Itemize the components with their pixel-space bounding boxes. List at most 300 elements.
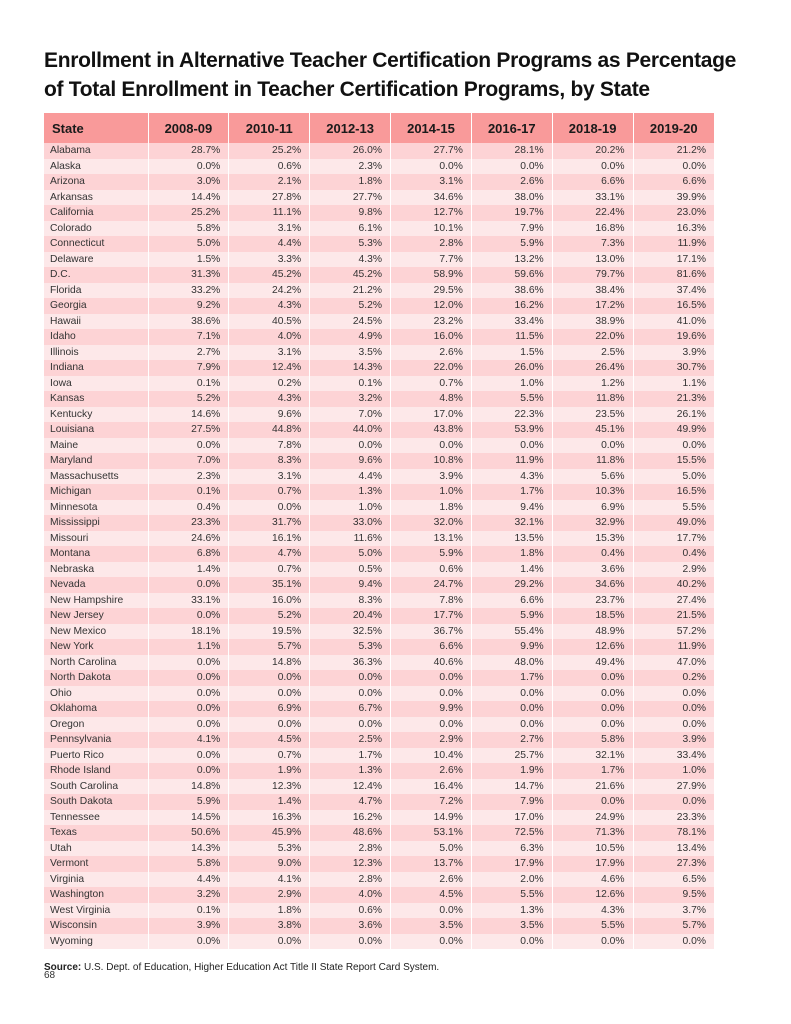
percentage-cell: 22.0% (552, 329, 633, 345)
percentage-cell: 7.7% (391, 252, 472, 268)
state-name-cell: Georgia (44, 298, 148, 314)
percentage-cell: 3.5% (310, 345, 391, 361)
percentage-cell: 2.5% (552, 345, 633, 361)
percentage-cell: 1.4% (148, 562, 229, 578)
percentage-cell: 7.9% (471, 221, 552, 237)
table-row (44, 670, 714, 686)
percentage-cell: 5.7% (229, 639, 310, 655)
percentage-cell: 0.0% (148, 763, 229, 779)
table-row (44, 360, 714, 376)
percentage-cell: 1.8% (229, 903, 310, 919)
state-name-cell: Kansas (44, 391, 148, 407)
table-row (44, 469, 714, 485)
percentage-cell: 9.9% (471, 639, 552, 655)
percentage-cell: 3.8% (229, 918, 310, 934)
percentage-cell: 5.0% (310, 546, 391, 562)
percentage-cell: 4.3% (552, 903, 633, 919)
percentage-cell: 58.9% (391, 267, 472, 283)
percentage-cell: 0.0% (471, 717, 552, 733)
percentage-cell: 10.5% (552, 841, 633, 857)
percentage-cell: 38.6% (148, 314, 229, 330)
percentage-cell: 4.4% (229, 236, 310, 252)
percentage-cell: 6.3% (471, 841, 552, 857)
state-name-cell: Vermont (44, 856, 148, 872)
percentage-cell: 3.2% (310, 391, 391, 407)
percentage-cell: 2.7% (148, 345, 229, 361)
percentage-cell: 3.5% (391, 918, 472, 934)
percentage-cell: 32.9% (552, 515, 633, 531)
percentage-cell: 0.0% (633, 438, 714, 454)
percentage-cell: 0.0% (391, 717, 472, 733)
percentage-cell: 27.7% (310, 190, 391, 206)
percentage-cell: 11.9% (471, 453, 552, 469)
percentage-cell: 5.8% (148, 221, 229, 237)
percentage-cell: 6.5% (633, 872, 714, 888)
percentage-cell: 81.6% (633, 267, 714, 283)
percentage-cell: 1.1% (633, 376, 714, 392)
percentage-cell: 5.3% (310, 236, 391, 252)
percentage-cell: 7.8% (391, 593, 472, 609)
state-name-cell: South Dakota (44, 794, 148, 810)
percentage-cell: 7.9% (471, 794, 552, 810)
percentage-cell: 7.8% (229, 438, 310, 454)
percentage-cell: 3.3% (229, 252, 310, 268)
percentage-cell: 0.0% (310, 670, 391, 686)
percentage-cell: 3.6% (552, 562, 633, 578)
percentage-cell: 19.7% (471, 205, 552, 221)
percentage-cell: 1.3% (310, 484, 391, 500)
percentage-cell: 2.3% (148, 469, 229, 485)
table-row (44, 562, 714, 578)
percentage-cell: 33.1% (148, 593, 229, 609)
page-title: Enrollment in Alternative Teacher Certification Programs as Percentage of Total Enrollment in Teacher Certification Programs, by State (44, 49, 737, 101)
percentage-cell: 16.2% (310, 810, 391, 826)
percentage-cell: 37.4% (633, 283, 714, 299)
percentage-cell: 45.2% (310, 267, 391, 283)
percentage-cell: 12.4% (229, 360, 310, 376)
percentage-cell: 0.0% (148, 934, 229, 950)
percentage-cell: 3.0% (148, 174, 229, 190)
percentage-cell: 9.4% (471, 500, 552, 516)
percentage-cell: 6.9% (552, 500, 633, 516)
percentage-cell: 14.3% (310, 360, 391, 376)
percentage-cell: 40.2% (633, 577, 714, 593)
percentage-cell: 1.7% (471, 670, 552, 686)
percentage-cell: 4.1% (229, 872, 310, 888)
percentage-cell: 4.5% (391, 887, 472, 903)
table-row (44, 903, 714, 919)
percentage-cell: 14.8% (148, 779, 229, 795)
percentage-cell: 57.2% (633, 624, 714, 640)
table-row (44, 453, 714, 469)
percentage-cell: 38.9% (552, 314, 633, 330)
column-header-2012-13: 2012-13 (310, 113, 391, 143)
percentage-cell: 4.3% (229, 298, 310, 314)
percentage-cell: 13.7% (391, 856, 472, 872)
percentage-cell: 0.0% (391, 934, 472, 950)
percentage-cell: 27.8% (229, 190, 310, 206)
state-name-cell: Maine (44, 438, 148, 454)
percentage-cell: 2.6% (391, 872, 472, 888)
state-name-cell: Washington (44, 887, 148, 903)
state-name-cell: Maryland (44, 453, 148, 469)
percentage-cell: 7.0% (310, 407, 391, 423)
percentage-cell: 0.1% (148, 484, 229, 500)
percentage-cell: 36.3% (310, 655, 391, 671)
source-note (44, 962, 439, 973)
percentage-cell: 3.1% (229, 221, 310, 237)
table-row (44, 717, 714, 733)
state-name-cell: Kentucky (44, 407, 148, 423)
percentage-cell: 28.1% (471, 143, 552, 159)
percentage-cell: 18.1% (148, 624, 229, 640)
percentage-cell: 0.1% (310, 376, 391, 392)
percentage-cell: 48.6% (310, 825, 391, 841)
percentage-cell: 24.7% (391, 577, 472, 593)
percentage-cell: 22.4% (552, 205, 633, 221)
percentage-cell: 5.3% (229, 841, 310, 857)
percentage-cell: 40.6% (391, 655, 472, 671)
percentage-cell: 23.3% (633, 810, 714, 826)
percentage-cell: 32.5% (310, 624, 391, 640)
state-name-cell: Florida (44, 283, 148, 299)
percentage-cell: 12.6% (552, 887, 633, 903)
table-row (44, 438, 714, 454)
percentage-cell: 14.4% (148, 190, 229, 206)
percentage-cell: 0.0% (229, 500, 310, 516)
percentage-cell: 4.3% (310, 252, 391, 268)
percentage-cell: 14.3% (148, 841, 229, 857)
percentage-cell: 24.2% (229, 283, 310, 299)
percentage-cell: 22.0% (391, 360, 472, 376)
percentage-cell: 34.6% (552, 577, 633, 593)
percentage-cell: 4.0% (229, 329, 310, 345)
percentage-cell: 5.9% (471, 236, 552, 252)
percentage-cell: 0.0% (148, 748, 229, 764)
percentage-cell: 6.6% (391, 639, 472, 655)
state-name-cell: Arkansas (44, 190, 148, 206)
percentage-cell: 8.3% (310, 593, 391, 609)
table-row (44, 205, 714, 221)
percentage-cell: 0.2% (229, 376, 310, 392)
percentage-cell: 2.3% (310, 159, 391, 175)
percentage-cell: 0.0% (148, 701, 229, 717)
percentage-cell: 9.4% (310, 577, 391, 593)
percentage-cell: 0.0% (552, 717, 633, 733)
percentage-cell: 0.0% (552, 438, 633, 454)
source-label: Source: (44, 962, 82, 973)
state-name-cell: Oregon (44, 717, 148, 733)
percentage-cell: 6.6% (633, 174, 714, 190)
percentage-cell: 4.9% (310, 329, 391, 345)
column-header-2016-17: 2016-17 (471, 113, 552, 143)
percentage-cell: 49.0% (633, 515, 714, 531)
percentage-cell: 12.7% (391, 205, 472, 221)
percentage-cell: 22.3% (471, 407, 552, 423)
percentage-cell: 38.0% (471, 190, 552, 206)
percentage-cell: 4.5% (229, 732, 310, 748)
percentage-cell: 13.5% (471, 531, 552, 547)
percentage-cell: 16.3% (229, 810, 310, 826)
percentage-cell: 1.8% (471, 546, 552, 562)
state-name-cell: Oklahoma (44, 701, 148, 717)
table-row (44, 624, 714, 640)
percentage-cell: 0.0% (391, 438, 472, 454)
table-row (44, 298, 714, 314)
percentage-cell: 0.0% (148, 655, 229, 671)
percentage-cell: 0.0% (471, 701, 552, 717)
table-row (44, 732, 714, 748)
percentage-cell: 33.0% (310, 515, 391, 531)
percentage-cell: 11.9% (633, 236, 714, 252)
percentage-cell: 11.1% (229, 205, 310, 221)
percentage-cell: 17.7% (633, 531, 714, 547)
percentage-cell: 5.9% (391, 546, 472, 562)
table-row (44, 779, 714, 795)
percentage-cell: 0.4% (633, 546, 714, 562)
percentage-cell: 48.9% (552, 624, 633, 640)
percentage-cell: 0.0% (633, 159, 714, 175)
percentage-cell: 19.6% (633, 329, 714, 345)
percentage-cell: 3.9% (633, 732, 714, 748)
table-row (44, 825, 714, 841)
percentage-cell: 3.7% (633, 903, 714, 919)
percentage-cell: 53.9% (471, 422, 552, 438)
percentage-cell: 14.8% (229, 655, 310, 671)
state-name-cell: Indiana (44, 360, 148, 376)
percentage-cell: 45.1% (552, 422, 633, 438)
state-name-cell: New York (44, 639, 148, 655)
percentage-cell: 0.0% (229, 670, 310, 686)
percentage-cell: 0.0% (229, 934, 310, 950)
percentage-cell: 21.3% (633, 391, 714, 407)
table-row (44, 655, 714, 671)
percentage-cell: 24.6% (148, 531, 229, 547)
table-row (44, 376, 714, 392)
percentage-cell: 49.9% (633, 422, 714, 438)
percentage-cell: 0.1% (148, 903, 229, 919)
percentage-cell: 21.6% (552, 779, 633, 795)
table-body (44, 143, 714, 949)
percentage-cell: 0.0% (391, 670, 472, 686)
state-name-cell: Connecticut (44, 236, 148, 252)
percentage-cell: 39.9% (633, 190, 714, 206)
percentage-cell: 33.2% (148, 283, 229, 299)
percentage-cell: 0.0% (148, 438, 229, 454)
percentage-cell: 27.7% (391, 143, 472, 159)
state-name-cell: Nevada (44, 577, 148, 593)
percentage-cell: 1.1% (148, 639, 229, 655)
percentage-cell: 16.1% (229, 531, 310, 547)
percentage-cell: 13.0% (552, 252, 633, 268)
percentage-cell: 2.6% (391, 763, 472, 779)
table-row (44, 810, 714, 826)
percentage-cell: 17.7% (391, 608, 472, 624)
percentage-cell: 0.0% (552, 686, 633, 702)
percentage-cell: 5.0% (391, 841, 472, 857)
percentage-cell: 0.0% (148, 686, 229, 702)
percentage-cell: 17.9% (471, 856, 552, 872)
percentage-cell: 1.5% (471, 345, 552, 361)
percentage-cell: 2.5% (310, 732, 391, 748)
percentage-cell: 25.2% (229, 143, 310, 159)
state-name-cell: Massachusetts (44, 469, 148, 485)
percentage-cell: 3.9% (148, 918, 229, 934)
percentage-cell: 16.4% (391, 779, 472, 795)
percentage-cell: 26.0% (310, 143, 391, 159)
percentage-cell: 78.1% (633, 825, 714, 841)
percentage-cell: 79.7% (552, 267, 633, 283)
percentage-cell: 1.5% (148, 252, 229, 268)
percentage-cell: 1.9% (229, 763, 310, 779)
state-name-cell: South Carolina (44, 779, 148, 795)
percentage-cell: 13.2% (471, 252, 552, 268)
percentage-cell: 45.2% (229, 267, 310, 283)
percentage-cell: 0.0% (310, 438, 391, 454)
percentage-cell: 5.2% (310, 298, 391, 314)
percentage-cell: 16.0% (229, 593, 310, 609)
percentage-cell: 4.4% (148, 872, 229, 888)
percentage-cell: 17.0% (391, 407, 472, 423)
percentage-cell: 9.8% (310, 205, 391, 221)
percentage-cell: 12.3% (310, 856, 391, 872)
percentage-cell: 2.9% (229, 887, 310, 903)
percentage-cell: 5.0% (148, 236, 229, 252)
percentage-cell: 21.2% (633, 143, 714, 159)
table-row (44, 934, 714, 950)
percentage-cell: 4.3% (229, 391, 310, 407)
percentage-cell: 12.4% (310, 779, 391, 795)
percentage-cell: 0.2% (633, 670, 714, 686)
table-header-row (44, 113, 714, 143)
percentage-cell: 6.8% (148, 546, 229, 562)
percentage-cell: 17.2% (552, 298, 633, 314)
percentage-cell: 41.0% (633, 314, 714, 330)
state-name-cell: New Jersey (44, 608, 148, 624)
state-name-cell: Alaska (44, 159, 148, 175)
table-row (44, 422, 714, 438)
state-name-cell: Colorado (44, 221, 148, 237)
percentage-cell: 14.7% (471, 779, 552, 795)
percentage-cell: 4.4% (310, 469, 391, 485)
percentage-cell: 11.8% (552, 391, 633, 407)
percentage-cell: 0.0% (148, 608, 229, 624)
percentage-cell: 4.1% (148, 732, 229, 748)
percentage-cell: 9.6% (229, 407, 310, 423)
state-name-cell: Delaware (44, 252, 148, 268)
percentage-cell: 4.8% (391, 391, 472, 407)
percentage-cell: 0.0% (148, 670, 229, 686)
percentage-cell: 15.5% (633, 453, 714, 469)
table-row (44, 515, 714, 531)
percentage-cell: 0.6% (310, 903, 391, 919)
table-row (44, 329, 714, 345)
percentage-cell: 12.6% (552, 639, 633, 655)
percentage-cell: 1.8% (310, 174, 391, 190)
percentage-cell: 44.8% (229, 422, 310, 438)
table-row (44, 236, 714, 252)
table-row (44, 407, 714, 423)
percentage-cell: 6.7% (310, 701, 391, 717)
percentage-cell: 5.8% (552, 732, 633, 748)
percentage-cell: 30.7% (633, 360, 714, 376)
page-number: 68 (44, 970, 56, 981)
enrollment-table (44, 113, 714, 949)
percentage-cell: 5.3% (310, 639, 391, 655)
state-name-cell: Alabama (44, 143, 148, 159)
state-name-cell: North Dakota (44, 670, 148, 686)
percentage-cell: 5.2% (148, 391, 229, 407)
percentage-cell: 14.5% (148, 810, 229, 826)
percentage-cell: 6.9% (229, 701, 310, 717)
percentage-cell: 0.0% (471, 159, 552, 175)
percentage-cell: 2.6% (471, 174, 552, 190)
percentage-cell: 10.1% (391, 221, 472, 237)
percentage-cell: 0.0% (148, 717, 229, 733)
table-row (44, 531, 714, 547)
percentage-cell: 1.8% (391, 500, 472, 516)
percentage-cell: 9.0% (229, 856, 310, 872)
percentage-cell: 6.6% (552, 174, 633, 190)
percentage-cell: 26.1% (633, 407, 714, 423)
percentage-cell: 7.0% (148, 453, 229, 469)
percentage-cell: 2.8% (391, 236, 472, 252)
state-name-cell: Wyoming (44, 934, 148, 950)
percentage-cell: 2.8% (310, 841, 391, 857)
percentage-cell: 50.6% (148, 825, 229, 841)
percentage-cell: 71.3% (552, 825, 633, 841)
percentage-cell: 0.5% (310, 562, 391, 578)
table-row (44, 794, 714, 810)
percentage-cell: 1.4% (471, 562, 552, 578)
percentage-cell: 25.2% (148, 205, 229, 221)
percentage-cell: 29.2% (471, 577, 552, 593)
percentage-cell: 25.7% (471, 748, 552, 764)
table-row (44, 500, 714, 516)
percentage-cell: 0.0% (391, 159, 472, 175)
state-name-cell: Illinois (44, 345, 148, 361)
percentage-cell: 0.0% (552, 934, 633, 950)
state-name-cell: Utah (44, 841, 148, 857)
percentage-cell: 11.9% (633, 639, 714, 655)
percentage-cell: 0.0% (633, 794, 714, 810)
percentage-cell: 1.7% (471, 484, 552, 500)
percentage-cell: 9.2% (148, 298, 229, 314)
percentage-cell: 23.0% (633, 205, 714, 221)
percentage-cell: 3.1% (229, 345, 310, 361)
percentage-cell: 9.6% (310, 453, 391, 469)
percentage-cell: 4.3% (471, 469, 552, 485)
state-name-cell: West Virginia (44, 903, 148, 919)
percentage-cell: 24.9% (552, 810, 633, 826)
column-header-2008-09: 2008-09 (148, 113, 229, 143)
column-header-2014-15: 2014-15 (391, 113, 472, 143)
percentage-cell: 16.0% (391, 329, 472, 345)
table-row (44, 391, 714, 407)
percentage-cell: 23.3% (148, 515, 229, 531)
table-row (44, 159, 714, 175)
percentage-cell: 14.9% (391, 810, 472, 826)
table-row (44, 686, 714, 702)
percentage-cell: 1.3% (471, 903, 552, 919)
percentage-cell: 11.5% (471, 329, 552, 345)
column-header-2010-11: 2010-11 (229, 113, 310, 143)
percentage-cell: 10.4% (391, 748, 472, 764)
percentage-cell: 0.7% (229, 484, 310, 500)
percentage-cell: 15.3% (552, 531, 633, 547)
percentage-cell: 12.3% (229, 779, 310, 795)
percentage-cell: 49.4% (552, 655, 633, 671)
